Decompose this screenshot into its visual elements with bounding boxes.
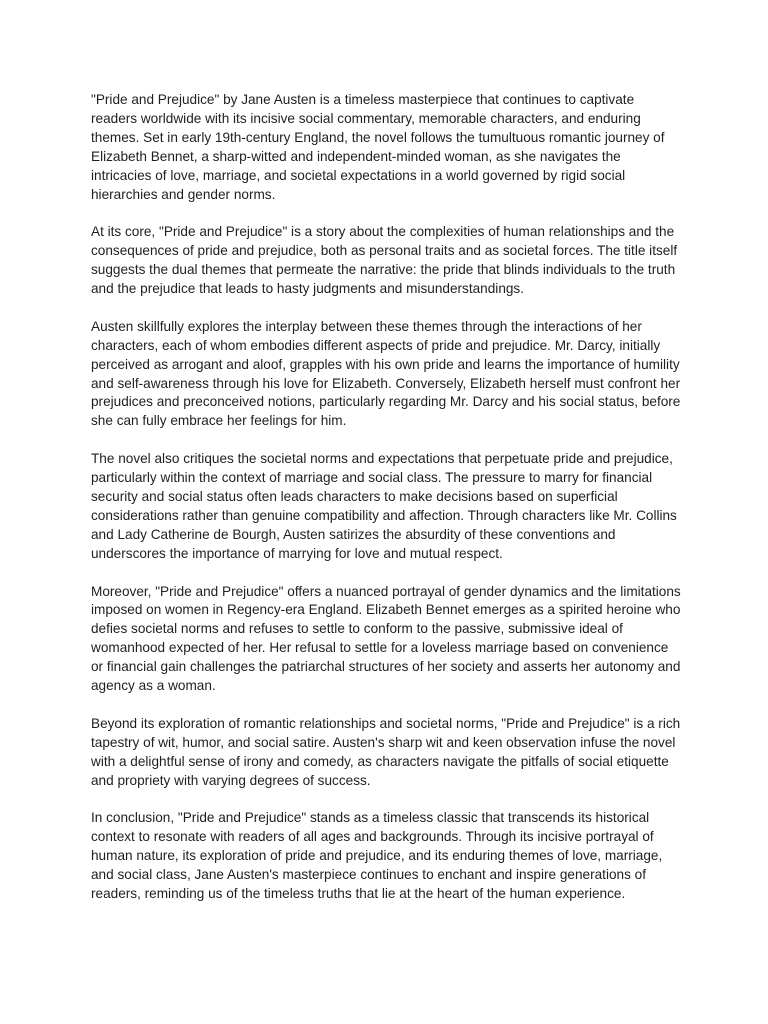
paragraph-1: "Pride and Prejudice" by Jane Austen is a timeless masterpiece that continues to captivate readers worldwide with its incisive social commentary, memorable characters, and enduring themes. Set in early 19th-century England, the novel follows the tumultuous romantic journey of Elizabeth Bennet, a sharp-witted and independent-minded woman, as she navigates the intricacies of love, marriage, and societal expectations in a world governed by rigid social hierarchies and gender norms.: [91, 92, 665, 202]
paragraph-4: The novel also critiques the societal norms and expectations that perpetuate pride and prejudice, particularly within the context of marriage and social class. The pressure to marry for financial security and social status often leads characters to make decisions based on superficial considerations rather than genuine compatibility and affection. Through characters like Mr. Collins and Lady Catherine de Bourgh, Austen satirizes the absurdity of these conventions and underscores the importance of marrying for love and mutual respect.: [91, 451, 677, 561]
paragraph-2: At its core, "Pride and Prejudice" is a story about the complexities of human relationships and the consequences of pride and prejudice, both as personal traits and as societal forces. The title itself suggests the dual themes that permeate the narrative: the pride that blinds individuals to the truth and the prejudice that leads to hasty judgments and misunderstandings.: [91, 224, 678, 297]
paragraph-7: In conclusion, "Pride and Prejudice" stands as a timeless classic that transcends its historical context to resonate with readers of all ages and backgrounds. Through its incisive portrayal of human nature, its exploration of pride and prejudice, and its enduring themes of love, marriage, and social class, Jane Austen's masterpiece continues to enchant and inspire generations of readers, reminding us of the timeless truths that lie at the heart of the human experience.: [91, 810, 663, 901]
paragraph-3: Austen skillfully explores the interplay between these themes through the interactions of her characters, each of whom embodies different aspects of pride and prejudice. Mr. Darcy, initially perceived as arrogant and aloof, grapples with his own pride and learns the importance of humility and self-awareness through his love for Elizabeth. Conversely, Elizabeth herself must confront her prejudices and preconceived notions, particularly regarding Mr. Darcy and his social status, before she can fully embrace her feelings for him.: [91, 318, 681, 429]
paragraph-6: Beyond its exploration of romantic relationships and societal norms, "Pride and Prejudice" is a rich tapestry of wit, humor, and social satire. Austen's sharp wit and keen observation infuse the novel with a delightful sense of irony and comedy, as characters navigate the pitfalls of social etiquette and propriety with varying degrees of success.: [91, 715, 681, 788]
paragraph-5: Moreover, "Pride and Prejudice" offers a nuanced portrayal of gender dynamics and the limitations imposed on women in Regency-era England. Elizabeth Bennet emerges as a spirited heroine who defies societal norms and refuses to settle to conform to the passive, submissive ideal of womanhood expected of her. Her refusal to settle for a loveless marriage based on convenience or financial gain challenges the patriarchal structures of her society and asserts her autonomy and agency as a woman.: [91, 583, 681, 694]
document-body: [91, 91, 681, 904]
